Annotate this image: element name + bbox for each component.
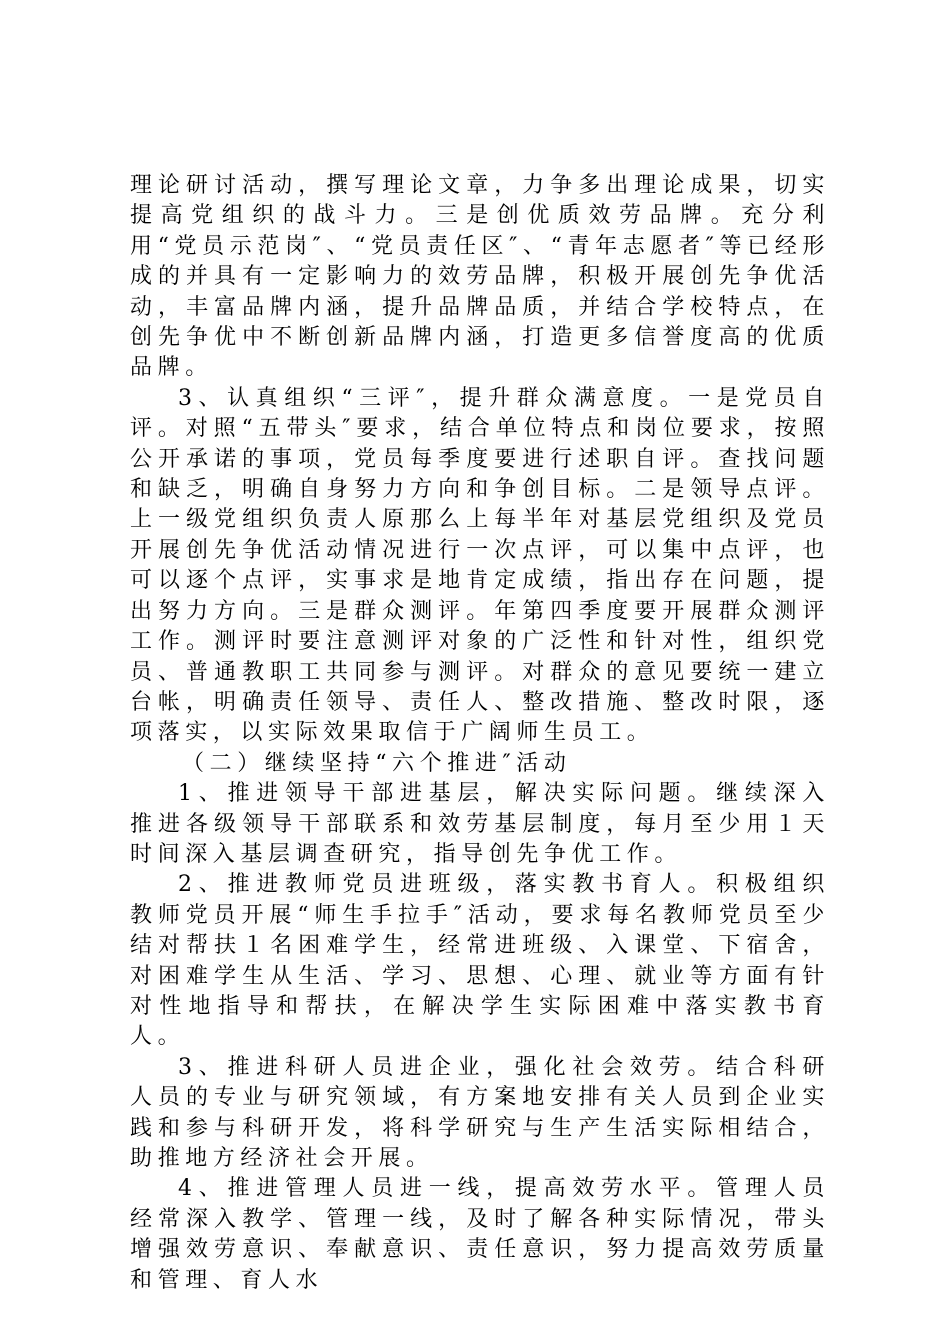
paragraph-three-evaluations: 3、认真组织“三评″，提升群众满意度。一是党员自评。对照“五带头″要求，结合单位特点和岗位要求，按照公开承诺的事项，党员每季度要进行述职自评。查找问题和缺乏，明确自身努力方向和争创目标。二是领导点评。上一级党组织负责人原那么上每半年对基层党组织及党员开展创先争优活动情况进行一次点评，可以集中点评，也可以逐个点评，实事求是地肯定成绩，指出存在问题，提出努力方向。三是群众测评。年第四季度要开展群众测评工作。测评时要注意测评对象的广泛性和针对性，组织党员、普通教职工共同参与测评。对群众的意见要统一建立台帐，明确责任领导、责任人、整改措施、整改时限，逐项落实，以实际效果取信于广阔师生员工。 [130,385,830,746]
paragraph-item-2: 2、推进教师党员进班级，落实教书育人。积极组织教师党员开展“师生手拉手″活动，要求每名教师党员至少结对帮扶１名困难学生，经常进班级、入课堂、下宿舍，对困难学生从生活、学习、思想、心理、就业等方面有针对性地指导和帮扶，在解决学生实际困难中落实教书育人。 [130,872,830,1050]
document-page [130,171,830,1296]
paragraph-item-1: 1、推进领导干部进基层，解决实际问题。继续深入推进各级领导干部联系和效劳基层制度，每月至少用１天时间深入基层调查研究，指导创先争优工作。 [130,781,830,867]
paragraph-item-4: 4、推进管理人员进一线，提高效劳水平。管理人员经常深入教学、管理一线，及时了解各种实际情况，带头增强效劳意识、奉献意识、责任意识，努力提高效劳质量和管理、育人水 [130,1176,830,1293]
paragraph-item-3: 3、推进科研人员进企业，强化社会效劳。结合科研人员的专业与研究领域，有方案地安排有关人员到企业实践和参与科研开发，将科学研究与生产生活实际相结合，助推地方经济社会开展。 [130,1054,830,1171]
paragraph-continuation: 理论研讨活动，撰写理论文章，力争多出理论成果，切实提高党组织的战斗力。三是创优质效劳品牌。充分利用“党员示范岗″、“党员责任区″、“青年志愿者″等已经形成的并具有一定影响力的效劳品牌，积极开展创先争优活动，丰富品牌内涵，提升品牌品质，并结合学校特点，在创先争优中不断创新品牌内涵，打造更多信誉度高的优质品牌。 [130,173,830,381]
section-heading-six-advances: （二）继续坚持“六个推进″活动 [182,750,572,776]
